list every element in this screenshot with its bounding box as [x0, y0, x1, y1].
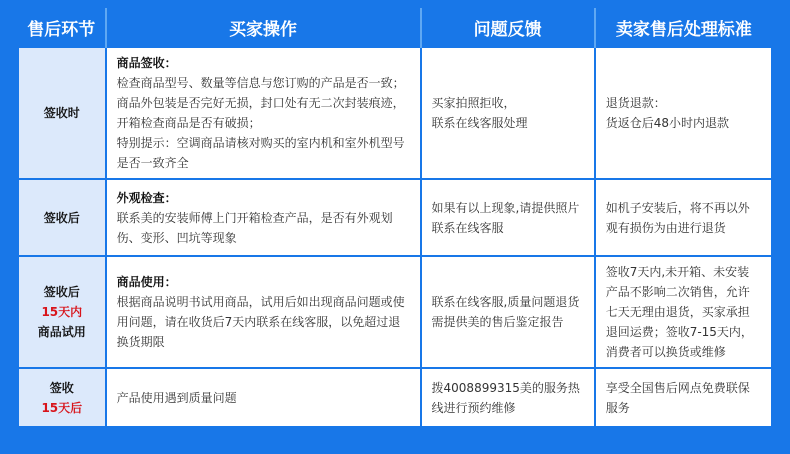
standard-text: 如机子安装后，将不再以外观有损伤为由进行退货	[605, 200, 750, 235]
phase-label: 签收后	[43, 210, 80, 225]
header-feedback: 问题反馈	[421, 8, 595, 47]
header-seller-standard: 卖家售后处理标准	[595, 8, 772, 47]
action-text: 产品使用遇到质量问题	[116, 390, 237, 405]
feedback-cell	[421, 47, 595, 179]
action-title: 商品使用：	[116, 275, 177, 290]
table-row	[18, 47, 772, 179]
feedback-text: 拨4008899315美的服务热线进行预约维修	[431, 380, 580, 415]
phase-tail-label: 商品试用	[37, 325, 86, 340]
header-phase: 售后环节	[18, 8, 106, 47]
phase-label: 签收	[49, 380, 74, 395]
feedback-text: 买家拍照拒收， 联系在线客服处理	[431, 96, 528, 131]
buyer-action-cell	[106, 47, 421, 179]
feedback-text: 联系在线客服,质量问题退货需提供美的售后鉴定报告	[431, 295, 580, 330]
phase-cell	[18, 47, 106, 179]
buyer-action-cell	[106, 256, 421, 368]
feedback-cell	[421, 368, 595, 427]
action-text: 联系美的安装师傅上门开箱检查产品，是否有外观划伤、变形、凹坑等现象	[116, 210, 393, 245]
after-sales-table	[17, 8, 773, 428]
action-title: 商品签收：	[116, 56, 177, 71]
buyer-action-cell	[106, 368, 421, 427]
phase-red-label: 15天后	[41, 400, 83, 415]
standard-text: 享受全国售后网点免费联保服务	[605, 380, 750, 415]
action-title: 外观检查：	[116, 190, 177, 205]
standard-cell	[595, 256, 772, 368]
standard-text: 退货退款： 货返仓后48小时内退款	[605, 96, 729, 131]
feedback-cell	[421, 256, 595, 368]
standard-cell	[595, 179, 772, 256]
action-text: 检查商品型号、数量等信息与您订购的产品是否一致；商品外包装是否完好无损，封口处有无二次封装痕迹，开箱检查商品是否有破损； 特别提示：空调商品请核对购买的室内机和室外机型号是否一致齐全	[116, 76, 405, 171]
table-row	[18, 179, 772, 256]
action-text: 根据商品说明书试用商品，试用后如出现商品问题或使用问题，请在收货后7天内联系在线客服，以免超过退换货期限	[116, 295, 405, 350]
table-row	[18, 256, 772, 368]
standard-cell	[595, 368, 772, 427]
table-row	[18, 368, 772, 427]
feedback-cell	[421, 179, 595, 256]
phase-cell	[18, 179, 106, 256]
standard-cell	[595, 47, 772, 179]
feedback-text: 如果有以上现象,请提供照片联系在线客服	[431, 200, 580, 235]
standard-text: 签收7天内,未开箱、未安装产品不影响二次销售，允许七天无理由退货，买家承担退回运费；签收7-15天内，消费者可以换货或维修	[605, 265, 753, 360]
phase-label: 签收时	[43, 106, 80, 121]
phase-red-label: 15天内	[41, 305, 83, 320]
phase-cell	[18, 368, 106, 427]
phase-cell	[18, 256, 106, 368]
table-header-row	[18, 8, 772, 47]
buyer-action-cell	[106, 179, 421, 256]
phase-label: 签收后	[43, 285, 80, 300]
header-buyer-action: 买家操作	[106, 8, 421, 47]
